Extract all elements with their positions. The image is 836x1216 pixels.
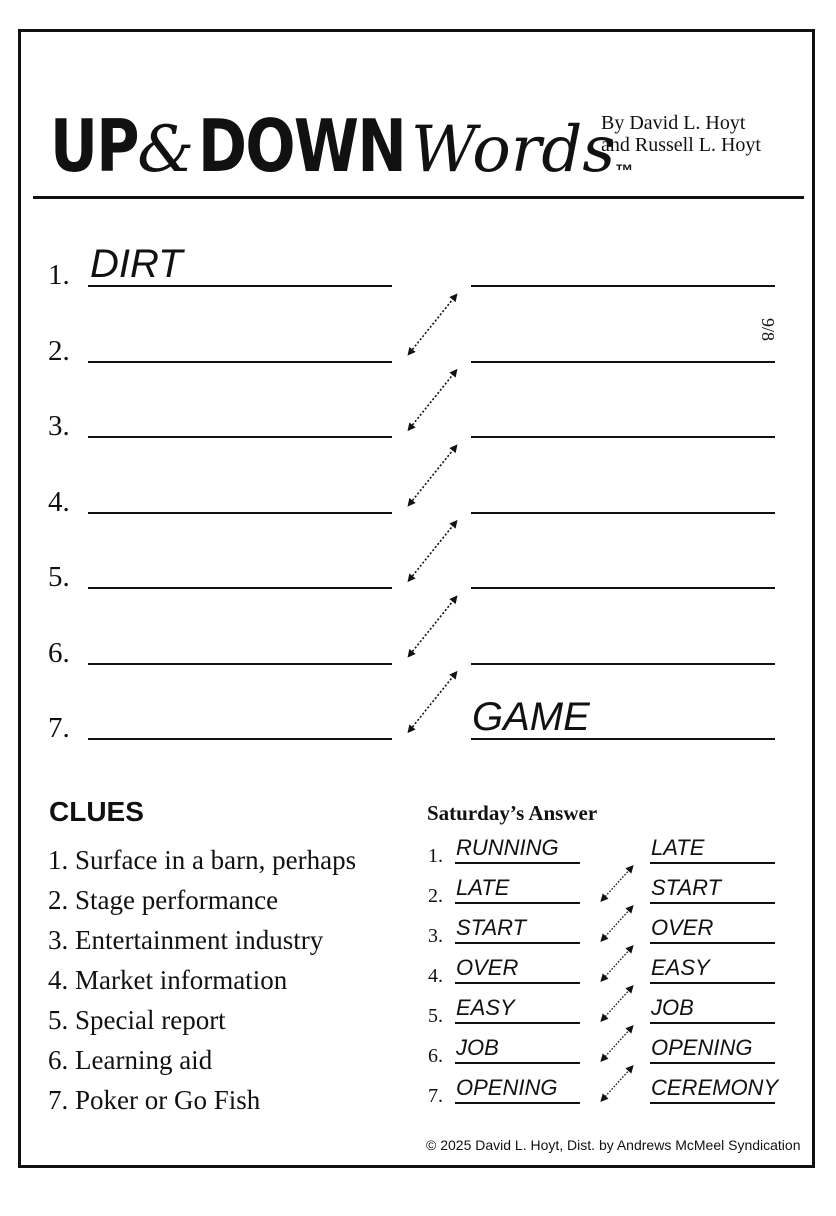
copyright: © 2025 David L. Hoyt, Dist. by Andrews McMeel Syndication: [426, 1137, 801, 1153]
answer-row-number: 6.: [428, 1045, 443, 1067]
answer-left-line: [455, 1102, 580, 1104]
answer-right-line: [650, 862, 775, 864]
row-number: 2.: [48, 335, 70, 367]
answer-right-word: CEREMONY: [651, 1075, 779, 1100]
start-word: DIRT: [90, 242, 183, 286]
logo-up: UP: [50, 104, 138, 188]
row-number: 3.: [48, 410, 70, 442]
answer-left-line: [455, 902, 580, 904]
answer-left-word: EASY: [456, 995, 515, 1020]
answer-left-line: [455, 1022, 580, 1024]
answer-connector-arrow: [603, 988, 631, 1019]
answer-right-line: [650, 982, 775, 984]
answer-connector-arrow: [603, 948, 631, 979]
connector-arrow: [410, 297, 455, 353]
logo-ampersand: &: [137, 113, 195, 187]
answer-right-line: [650, 1062, 775, 1064]
answer-left-line: [455, 1062, 580, 1064]
connector-arrow: [410, 448, 455, 504]
answer-right-word: OPENING: [651, 1035, 753, 1060]
logo-words: Words: [410, 113, 616, 187]
byline-line-2: and Russell L. Hoyt: [601, 134, 761, 156]
answer-right-word: LATE: [651, 835, 705, 860]
logo-down: DOWN: [198, 104, 406, 188]
answer-left-word: LATE: [456, 875, 510, 900]
answer-left-line: [455, 982, 580, 984]
answer-right-line: [650, 902, 775, 904]
puzzle-date: 9/8: [758, 318, 778, 342]
clue-item: 6. Learning aid: [48, 1045, 213, 1075]
answer-left-word: JOB: [456, 1035, 499, 1060]
answer-row-number: 5.: [428, 1005, 443, 1027]
answer-right-word: START: [651, 875, 722, 900]
row-number: 4.: [48, 486, 70, 518]
clue-item: 7. Poker or Go Fish: [48, 1085, 261, 1115]
connector-arrow: [410, 599, 455, 655]
answer-row-number: 3.: [428, 925, 443, 947]
row-number: 6.: [48, 637, 70, 669]
byline-line-1: By David L. Hoyt: [601, 112, 746, 134]
connector-arrow: [410, 372, 455, 428]
clue-item: 1. Surface in a barn, perhaps: [48, 845, 357, 875]
answer-connector-arrow: [603, 1028, 631, 1059]
clue-item: 5. Special report: [48, 1005, 226, 1035]
end-word: GAME: [472, 695, 590, 739]
answer-right-word: EASY: [651, 955, 710, 980]
answer-right-word: JOB: [651, 995, 694, 1020]
answer-connector-arrow: [603, 1068, 631, 1099]
answer-left-word: OPENING: [456, 1075, 558, 1100]
clue-item: 3. Entertainment industry: [48, 925, 324, 955]
trademark: ™: [615, 161, 634, 181]
row-number: 7.: [48, 712, 70, 744]
clues-title: CLUES: [49, 796, 144, 827]
answer-left-word: START: [456, 915, 527, 940]
row-number: 1.: [48, 259, 70, 291]
clue-item: 4. Market information: [48, 965, 288, 995]
answer-left-word: RUNNING: [456, 835, 559, 860]
answer-right-word: OVER: [651, 915, 714, 940]
answer-connector-arrow: [603, 868, 631, 899]
connector-arrow: [410, 523, 455, 579]
answer-right-line: [650, 1022, 775, 1024]
answer-left-line: [455, 942, 580, 944]
previous-answer-title: Saturday’s Answer: [427, 801, 598, 825]
answer-left-line: [455, 862, 580, 864]
connector-arrow: [410, 674, 455, 730]
answer-left-word: OVER: [456, 955, 519, 980]
answer-row-number: 7.: [428, 1085, 443, 1107]
answer-connector-arrow: [603, 908, 631, 939]
answer-row-number: 2.: [428, 885, 443, 907]
clue-item: 2. Stage performance: [48, 885, 279, 915]
row-number: 5.: [48, 561, 70, 593]
answer-row-number: 1.: [428, 845, 443, 867]
answer-row-number: 4.: [428, 965, 443, 987]
answer-right-line: [650, 942, 775, 944]
answer-right-line: [650, 1102, 775, 1104]
